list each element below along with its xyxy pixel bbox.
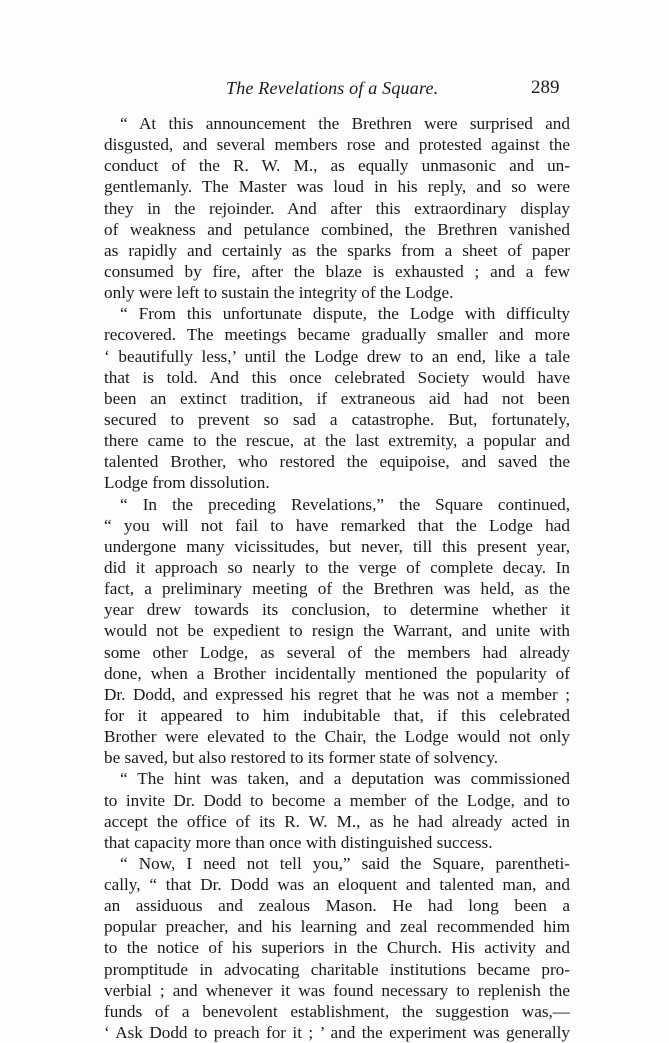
text-line: undergone many vicissitudes, but never, till this present year,	[104, 536, 570, 556]
text-line: would not be expedient to resign the Warrant, and unite with	[104, 621, 570, 641]
text-line: consumed by fire, after the blaze is exhausted ; and a few	[104, 261, 570, 281]
page-number: 289	[531, 77, 560, 98]
text-line: for it appeared to him indubitable that, if this celebrated	[104, 705, 570, 725]
text-line: “ Now, I need not tell you,” said the Square, parentheti-	[120, 853, 570, 873]
text-line: did it approach so nearly to the verge of complete decay. In	[104, 557, 570, 577]
text-line: be saved, but also restored to its former state of solvency.	[104, 748, 499, 768]
text-line: “ From this unfortunate dispute, the Lodge with difficulty	[120, 304, 570, 324]
text-line: cally, “ that Dr. Dodd was an eloquent and talented man, and	[104, 875, 570, 895]
text-line: gentlemanly. The Master was loud in his reply, and so were	[104, 177, 570, 197]
body-text	[104, 113, 570, 1043]
text-line: to invite Dr. Dodd to become a member of the Lodge, and to	[104, 790, 570, 810]
text-line: “ you will not fail to have remarked that the Lodge had	[104, 515, 570, 535]
running-title: The Revelations of a Square.	[226, 78, 439, 98]
text-line: Brother were elevated to the Chair, the Lodge would not only	[104, 727, 570, 747]
text-line: ‘ Ask Dodd to preach for it ; ’ and the experiment was generally	[104, 1023, 570, 1043]
text-line: that capacity more than once with distinguished success.	[104, 832, 493, 852]
text-line: secured to prevent so sad a catastrophe. But, fortunately,	[104, 409, 570, 429]
text-line: conduct of the R. W. M., as equally unmasonic and un-	[104, 156, 570, 176]
page-header	[0, 78, 669, 102]
text-line: as rapidly and certainly as the sparks from a sheet of paper	[104, 240, 570, 260]
text-line: that is told. And this once celebrated Society would have	[104, 367, 570, 387]
text-line: accept the office of its R. W. M., as he had already acted in	[104, 811, 570, 831]
text-line: some other Lodge, as several of the members had already	[104, 642, 570, 662]
text-line: to the notice of his superiors in the Church. His activity and	[104, 938, 570, 958]
text-line: they in the rejoinder. And after this extraordinary display	[104, 198, 570, 218]
text-line: Dr. Dodd, and expressed his regret that he was not a member ;	[104, 684, 570, 704]
text-line: of weakness and petulance combined, the Brethren vanished	[104, 219, 570, 239]
text-line: been an extinct tradition, if extraneous aid had not been	[104, 388, 570, 408]
text-line: “ At this announcement the Brethren were surprised and	[120, 114, 570, 133]
text-line: disgusted, and several members rose and protested against the	[104, 135, 570, 155]
text-line: an assiduous and zealous Mason. He had long been a	[104, 896, 570, 916]
text-line: Lodge from dissolution.	[104, 473, 270, 493]
text-line: year drew towards its conclusion, to determine whether it	[104, 600, 570, 620]
text-line: done, when a Brother incidentally mentioned the popularity of	[104, 663, 570, 683]
text-line: promptitude in advocating charitable institutions became pro-	[104, 959, 570, 979]
text-line: fact, a preliminary meeting of the Brethren was held, as the	[104, 579, 570, 599]
text-line: “ The hint was taken, and a deputation was commissioned	[120, 769, 570, 789]
text-line: popular preacher, and his learning and zeal recommended him	[104, 917, 570, 937]
text-line: verbial ; and whenever it was found necessary to replenish the	[104, 980, 570, 1000]
text-line: talented Brother, who restored the equipoise, and saved the	[104, 452, 570, 472]
text-line: ‘ beautifully less,’ until the Lodge drew to an end, like a tale	[104, 346, 570, 366]
text-line: funds of a benevolent establishment, the suggestion was,—	[104, 1001, 570, 1021]
text-line: there came to the rescue, at the last extremity, a popular and	[104, 431, 570, 451]
text-line: only were left to sustain the integrity of the Lodge.	[104, 283, 454, 303]
text-line: recovered. The meetings became gradually smaller and more	[104, 325, 570, 345]
text-line: “ In the preceding Revelations,” the Square continued,	[120, 494, 570, 514]
